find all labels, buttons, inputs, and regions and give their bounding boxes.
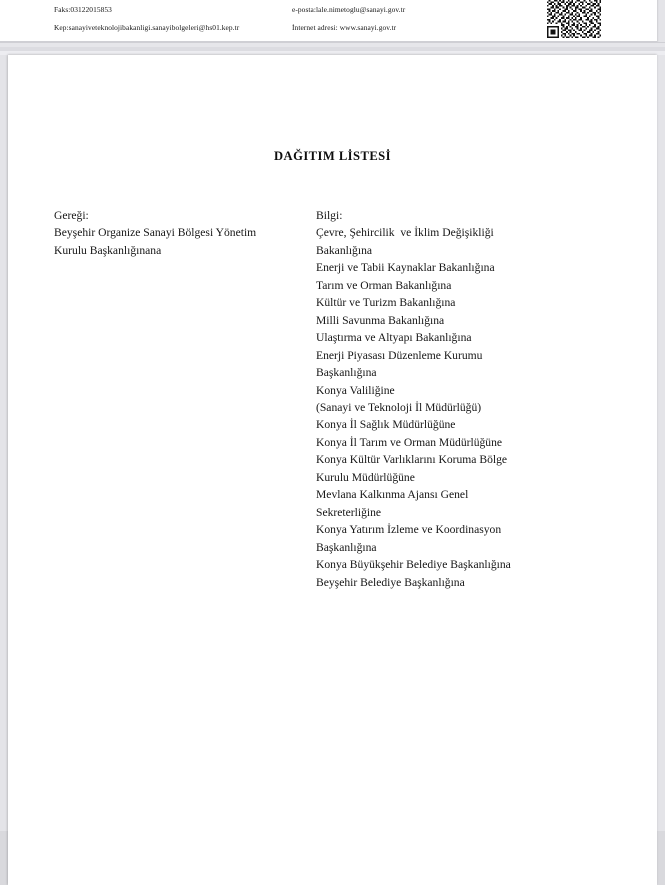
bilgi-entry: Başkanlığına xyxy=(316,366,377,380)
bilgi-entry: Enerji ve Tabii Kaynaklar Bakanlığına xyxy=(316,261,495,275)
footer-contact-right xyxy=(292,1,405,37)
bilgi-heading: Bilgi: xyxy=(316,209,343,222)
distribution-column-bilgi xyxy=(316,207,616,591)
page-1-footer xyxy=(0,0,657,42)
bilgi-entry: Kültür ve Turizm Bakanlığına xyxy=(316,296,456,310)
bilgi-entry: Kurulu Müdürlüğüne xyxy=(316,470,415,484)
bilgi-entry: Enerji Piyasası Düzenleme Kurumu xyxy=(316,348,483,362)
document-page-1 xyxy=(0,0,657,42)
bilgi-entry: Konya İl Sağlık Müdürlüğüne xyxy=(316,418,456,432)
gerekli-entry: Kurulu Başkanlığınana xyxy=(54,243,162,257)
bilgi-entry: Ulaştırma ve Altyapı Bakanlığına xyxy=(316,331,472,345)
bilgi-entry: Tarım ve Orman Bakanlığına xyxy=(316,278,452,292)
page-title: DAĞITIM LİSTESİ xyxy=(274,149,391,163)
bilgi-entry: Beyşehir Belediye Başkanlığına xyxy=(316,575,465,589)
bilgi-entry: Konya Büyükşehir Belediye Başkanlığına xyxy=(316,558,511,572)
bilgi-entry: Konya Valiliğine xyxy=(316,383,395,397)
bilgi-entry: Konya Yatırım İzleme ve Koordinasyon xyxy=(316,523,502,537)
bilgi-entry: Çevre, Şehircilik ve İklim Değişikliği xyxy=(316,226,494,240)
footer-website-line: İnternet adresi: www.sanayi.gov.tr xyxy=(292,23,397,32)
footer-email-line: e-posta:lale.nimetoglu@sanayi.gov.tr xyxy=(292,5,406,14)
footer-fax-line: Faks:03122015853 xyxy=(54,5,112,14)
bilgi-entry: Mevlana Kalkınma Ajansı Genel xyxy=(316,488,469,502)
gerekli-heading: Gereği: xyxy=(54,209,89,222)
bilgi-entry: Bakanlığına xyxy=(316,243,373,257)
bilgi-entry: Başkanlığına xyxy=(316,540,377,554)
footer-contact-left xyxy=(54,1,239,37)
bilgi-entry: Sekreterliğine xyxy=(316,505,382,519)
page-separator xyxy=(0,42,665,55)
bilgi-entry: Konya Kültür Varlıklarını Koruma Bölge xyxy=(316,453,508,467)
footer-kep-line: Kep:sanayiveteknolojibakanligi.sanayibolgeleri@hs01.kep.tr xyxy=(54,23,240,32)
bilgi-entry: Milli Savunma Bakanlığına xyxy=(316,313,445,327)
document-page-2 xyxy=(8,55,657,885)
bilgi-entry: (Sanayi ve Teknoloji İl Müdürlüğü) xyxy=(316,400,482,414)
gerekli-entry: Beyşehir Organize Sanayi Bölgesi Yönetim xyxy=(54,226,257,240)
bilgi-entry: Konya İl Tarım ve Orman Müdürlüğüne xyxy=(316,435,503,449)
distribution-column-gerekli xyxy=(54,207,312,259)
qr-code-icon xyxy=(542,0,606,40)
